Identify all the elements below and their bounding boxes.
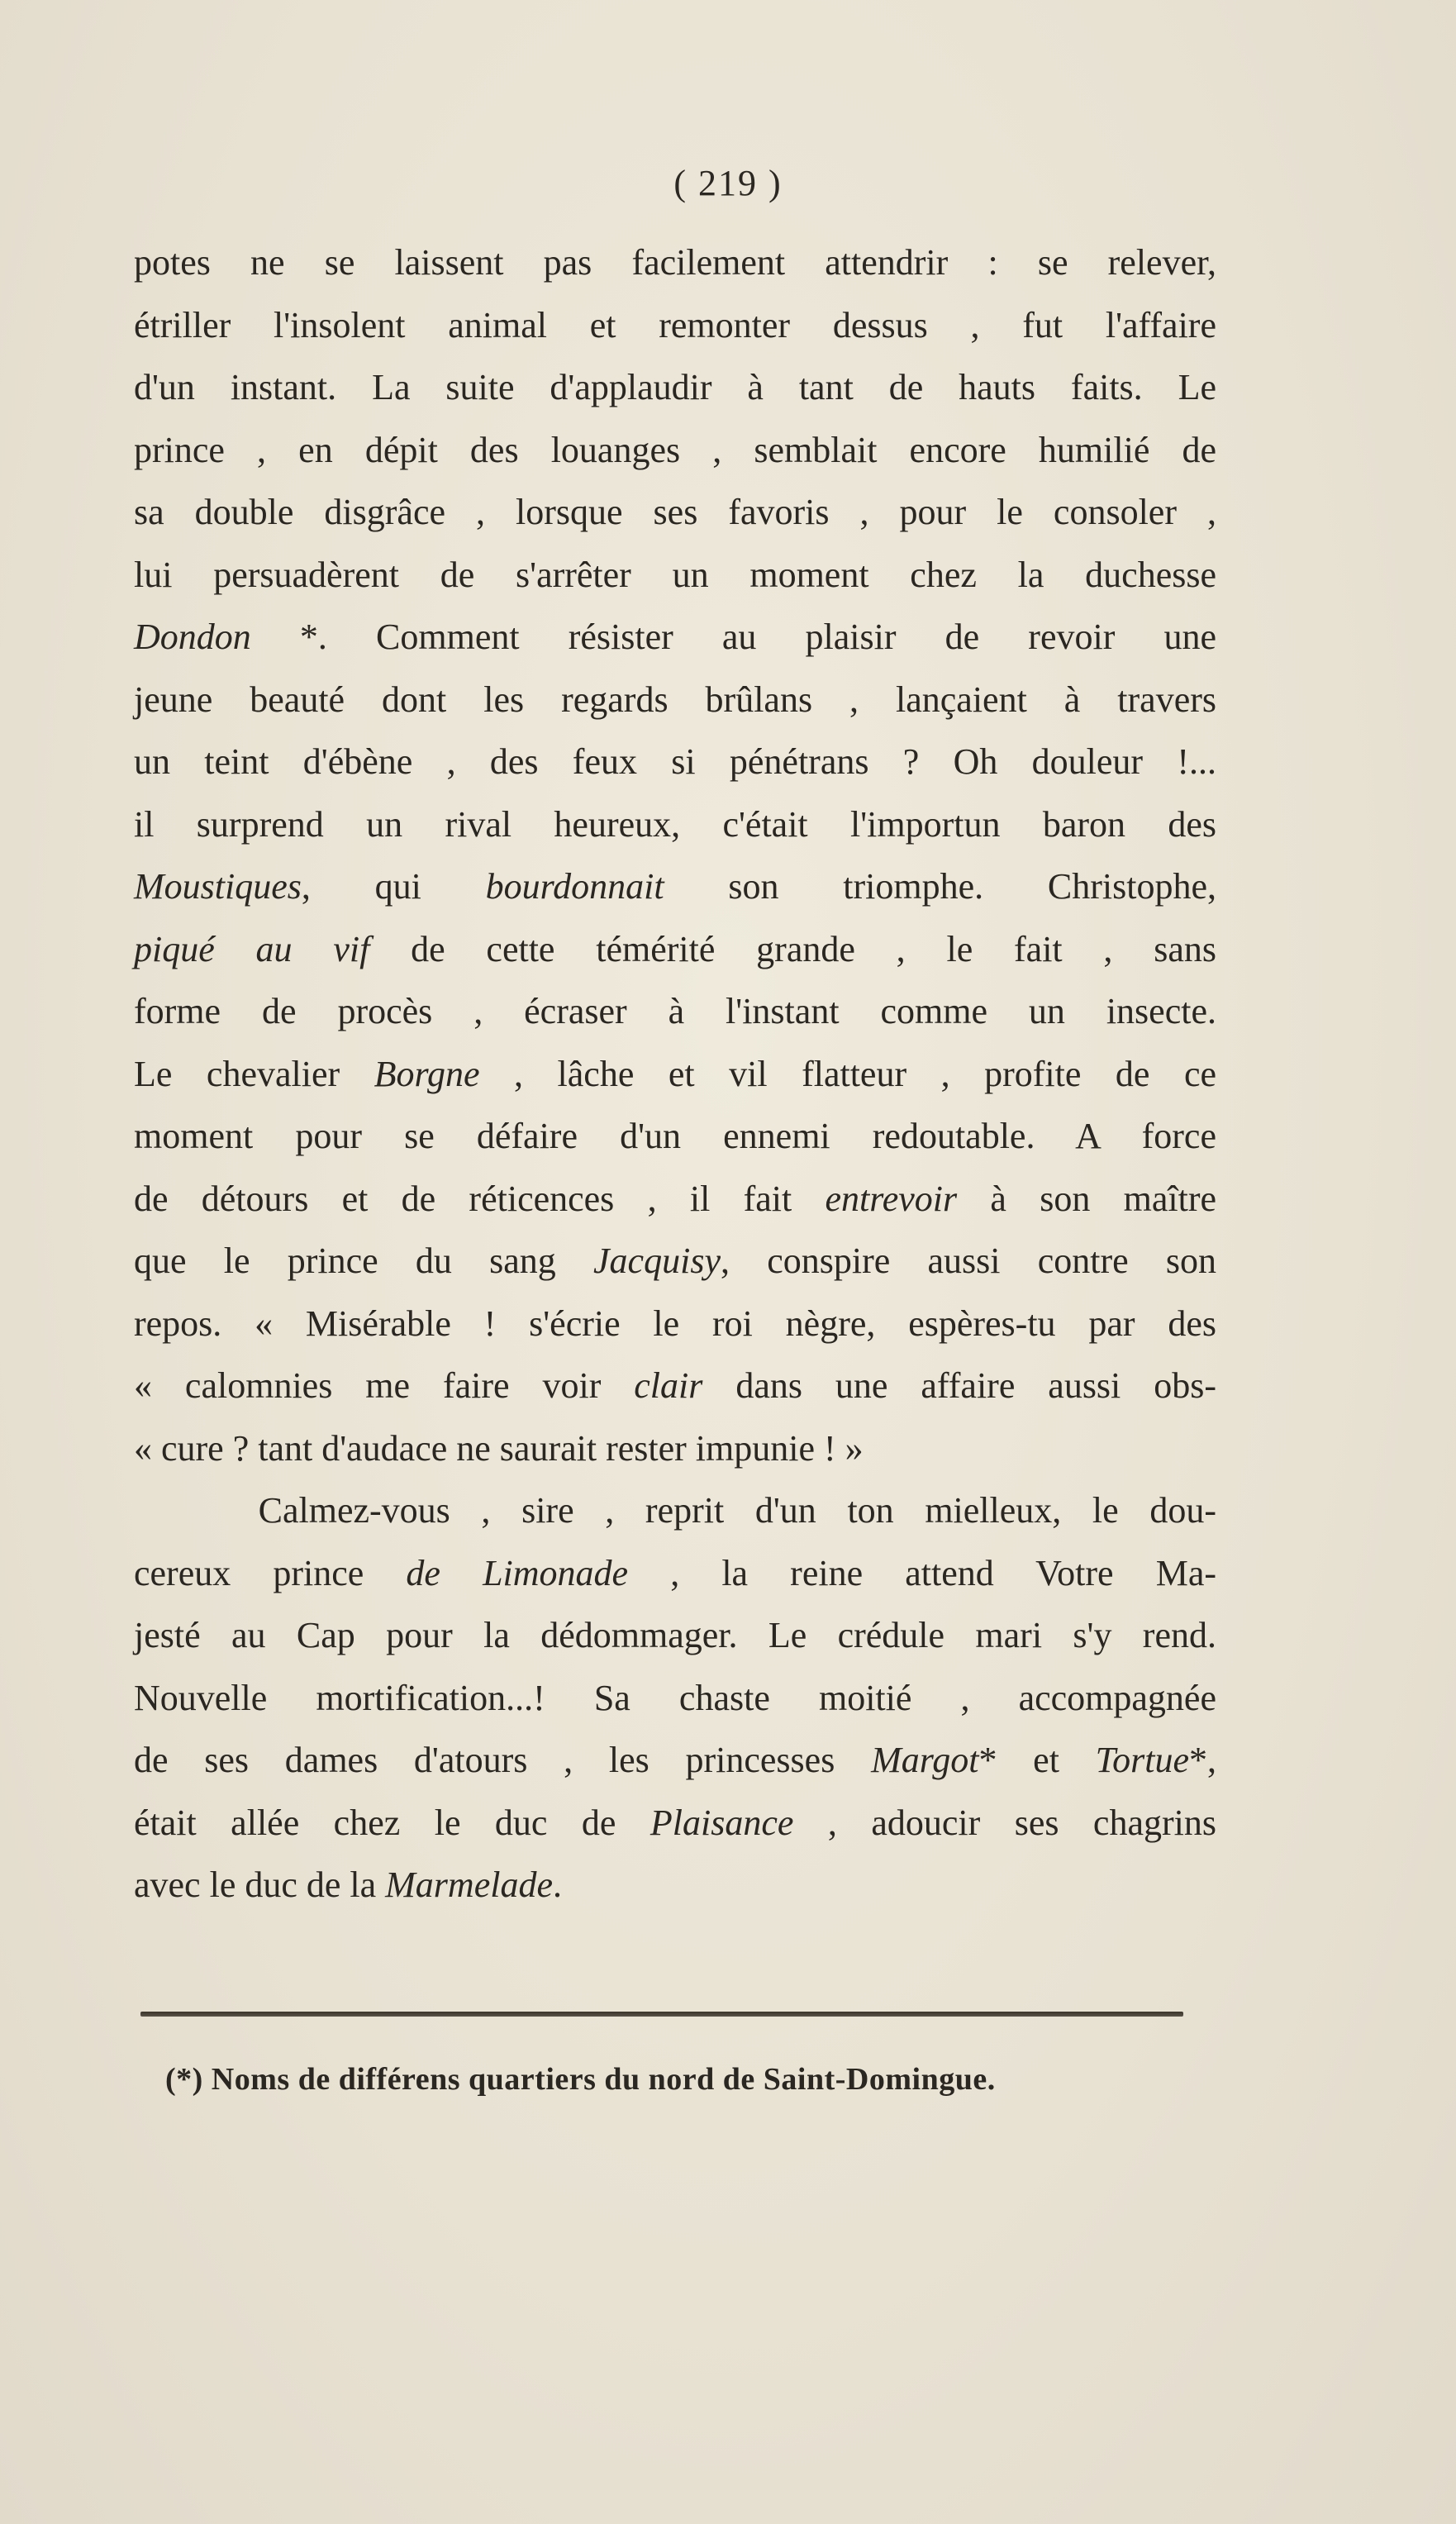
text-span: , qui [301, 866, 486, 907]
text-span: jesté au Cap pour la dédommager. Le crédule mari s'y rend. [134, 1615, 1216, 1655]
text-line [134, 980, 1216, 1043]
text-span: * et [978, 1740, 1096, 1780]
text-line [134, 1105, 1216, 1168]
text-span: *. Comment résister au plaisir de revoir une [250, 617, 1216, 657]
footnote: (*) Noms de différens quartiers du nord de Saint-Domingue. [165, 2062, 996, 2097]
text-line [134, 1230, 1216, 1293]
text-line [134, 419, 1216, 482]
text-line [134, 1854, 1216, 1917]
text-line [134, 1479, 1216, 1542]
text-line [134, 1293, 1216, 1355]
text-span: . [553, 1864, 562, 1905]
text-span: , la reine attend Votre Ma- [628, 1552, 1217, 1593]
text-line [134, 918, 1216, 981]
text-span: prince , en dépit des louanges , semblait encore humilié de [134, 429, 1216, 470]
italic-text-span: piqué au vif [134, 928, 370, 969]
text-span: , adoucir ses chagrins [793, 1802, 1216, 1843]
text-span: un teint d'ébène , des feux si pénétrans ? Oh douleur !... [134, 741, 1216, 782]
text-line [134, 855, 1216, 918]
text-line [134, 1168, 1216, 1231]
text-line [134, 1355, 1216, 1417]
text-line [134, 1604, 1216, 1667]
text-span: à son maître [957, 1178, 1216, 1219]
text-line [134, 731, 1216, 793]
text-span: forme de procès , écraser à l'instant comme un insecte. [134, 991, 1216, 1031]
text-line [134, 356, 1216, 419]
text-span: , conspire aussi contre son [720, 1241, 1217, 1281]
text-span: de détours et de réticences , il fait [134, 1178, 826, 1219]
italic-text-span: de Limonade [406, 1552, 629, 1593]
text-span: moment pour se défaire d'un ennemi redoutable. A force [134, 1116, 1216, 1156]
italic-text-span: Marmelade [385, 1864, 553, 1905]
italic-text-span: Borgne [374, 1053, 480, 1094]
text-span: jeune beauté dont les regards brûlans , lançaient à travers [134, 679, 1216, 720]
text-span: que le prince du sang [134, 1241, 594, 1281]
text-line [134, 1792, 1216, 1855]
text-line [134, 606, 1216, 669]
text-span: Le chevalier [134, 1053, 374, 1094]
text-span: lui persuadèrent de s'arrêter un moment chez la duchesse [134, 554, 1216, 595]
text-span: était allée chez le duc de [134, 1802, 650, 1843]
text-span: il surprend un rival heureux, c'était l'importun baron des [134, 803, 1216, 845]
text-span: , lâche et vil flatteur , profite de ce [479, 1053, 1216, 1094]
text-span: son triomphe. Christophe, [664, 866, 1216, 907]
text-line [134, 1667, 1216, 1730]
text-span: avec le duc de la [134, 1864, 386, 1905]
text-line [134, 231, 1216, 294]
text-span: étriller l'insolent animal et remonter dessus , fut l'affaire [134, 304, 1216, 345]
text-span: de ses dames d'atours , les princesses [134, 1740, 872, 1780]
text-line [134, 669, 1216, 731]
italic-text-span: Dondon [134, 617, 251, 657]
footnote-rule [140, 2012, 1183, 2017]
body-text [134, 231, 1216, 1917]
text-span: d'un instant. La suite d'applaudir à tant de hauts faits. Le [134, 367, 1216, 407]
text-line [134, 1417, 1216, 1480]
text-span: Nouvelle mortification...! Sa chaste moitié , accompagnée [134, 1677, 1216, 1718]
page-number: ( 219 ) [673, 163, 783, 203]
italic-text-span: Tortue [1095, 1740, 1189, 1780]
text-span: repos. « Misérable ! s'écrie le roi nègre, espères-tu par des [134, 1302, 1216, 1344]
text-line [134, 544, 1216, 607]
italic-text-span: Jacquisy [593, 1241, 721, 1281]
text-span: *, [1188, 1740, 1216, 1780]
text-line [134, 1542, 1216, 1605]
text-span: « cure ? tant d'audace ne saurait rester impunie ! » [134, 1427, 864, 1469]
italic-text-span: entrevoir [825, 1178, 958, 1219]
text-line [134, 481, 1216, 544]
text-span: cereux prince [134, 1552, 407, 1593]
italic-text-span: Margot [871, 1740, 979, 1780]
text-line [134, 1729, 1216, 1792]
text-line [134, 1043, 1216, 1106]
italic-text-span: bourdonnait [485, 866, 664, 907]
text-span: sa double disgrâce , lorsque ses favoris , pour le consoler , [134, 492, 1216, 532]
text-span: dans une affaire aussi obs- [702, 1365, 1216, 1406]
italic-text-span: clair [634, 1365, 703, 1406]
text-line [134, 294, 1216, 357]
italic-text-span: Moustiques [134, 866, 302, 907]
text-span: de cette témérité grande , le fait , sans [369, 928, 1216, 969]
text-span: potes ne se laissent pas facilement attendrir : se relever, [134, 242, 1216, 283]
italic-text-span: Plaisance [649, 1802, 794, 1843]
text-span: « calomnies me faire voir [134, 1365, 635, 1406]
text-line [134, 793, 1216, 856]
text-span: Calmez-vous , sire , reprit d'un ton mielleux, le dou- [134, 1490, 1216, 1531]
